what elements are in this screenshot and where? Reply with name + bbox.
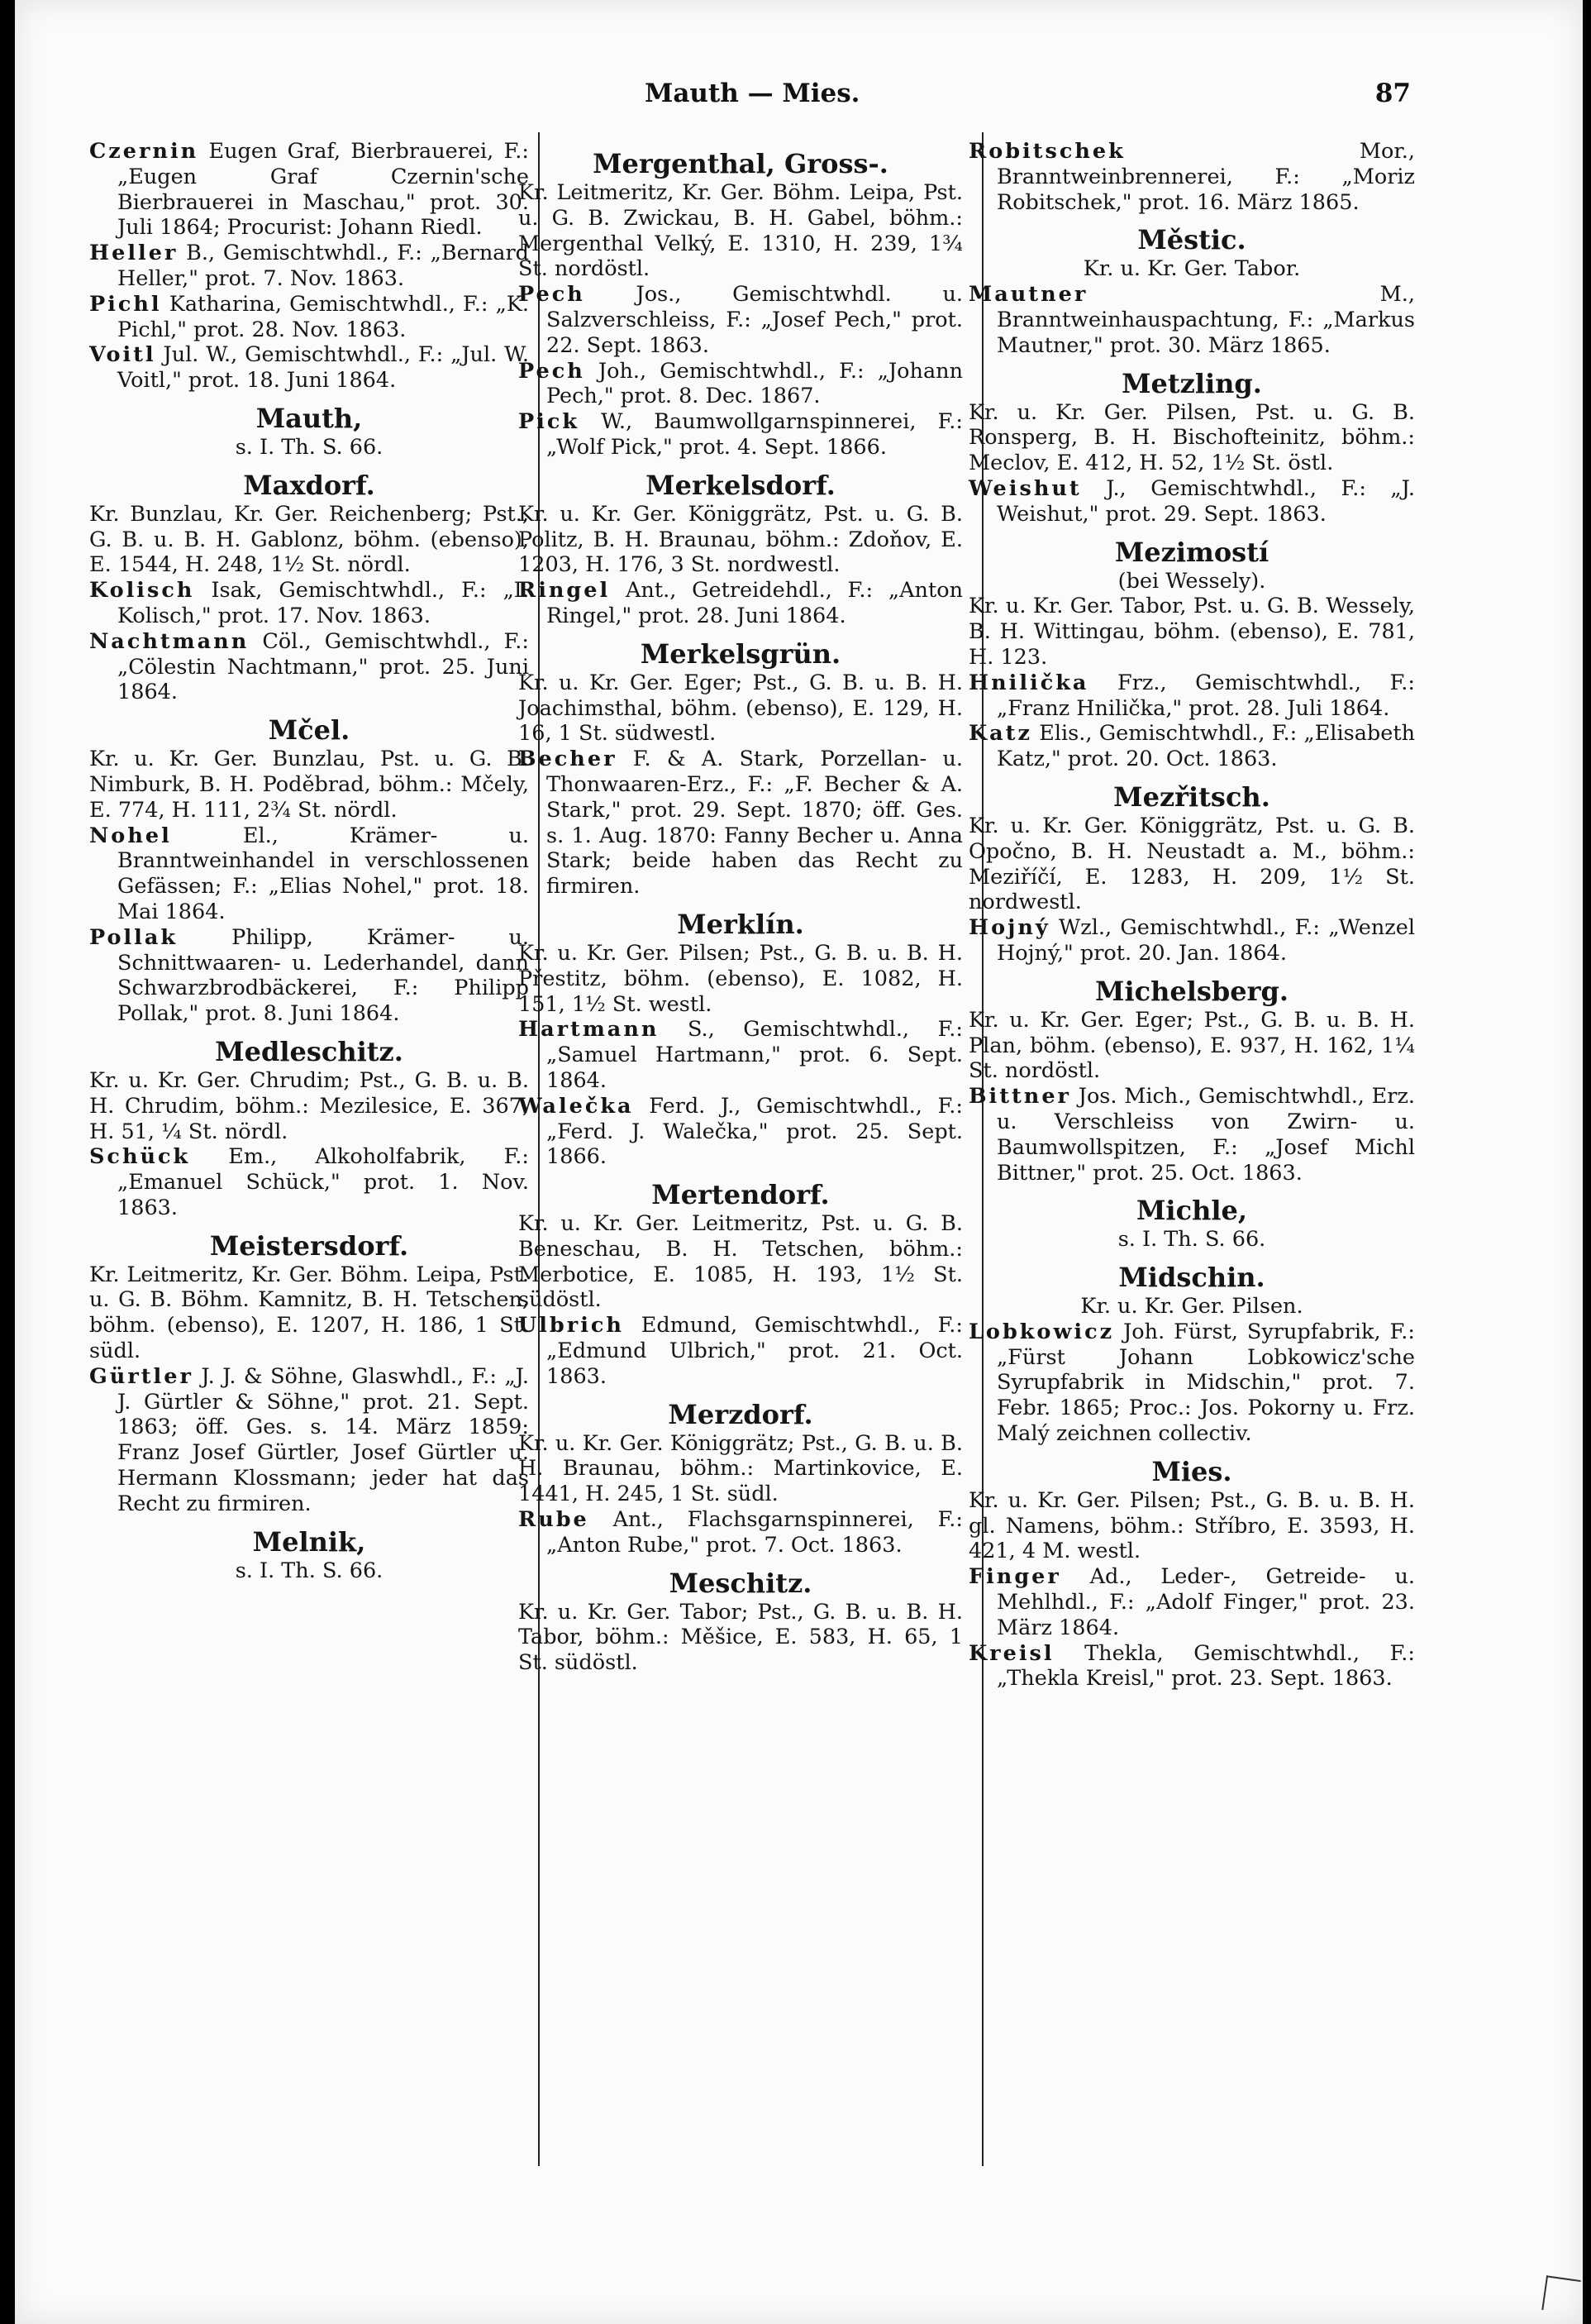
firm-name: Rube: [518, 1507, 589, 1533]
firm-details: Wzl., Gemischtwhdl., F.: „Wenzel Hojný," prot. 20. Jan. 1864.: [997, 915, 1415, 966]
page: [15, 0, 1583, 2324]
firm-name: Nohel: [89, 823, 172, 848]
firm-name: Voitl: [89, 342, 156, 368]
firm-name: Heller: [89, 241, 179, 266]
firm-details: Philipp, Krämer- u. Schnittwaaren- u. Lederhandel, dann Schwarzbrodbäckerei, F.: Philipp Pollak," prot. 8. Juni 1864.: [117, 924, 529, 1027]
firm-details: B., Gemischtwhdl., F.: „Bernard Heller," prot. 7. Nov. 1863.: [117, 241, 529, 291]
firm-entry: [518, 578, 963, 629]
place-heading: Mauth,: [255, 402, 363, 434]
place-heading: Michle,: [1136, 1195, 1247, 1227]
firm-entry: [969, 282, 1415, 358]
place-heading: Merkelsgrün.: [640, 637, 841, 670]
firm-details: Ferd. J., Gemischtwhdl., F.: „Ferd. J. Walečka," prot. 25. Sept. 1866.: [546, 1093, 963, 1170]
place-heading: Mčel.: [268, 714, 350, 747]
place-description: Kr. u. Kr. Ger. Königgrätz, Pst. u. G. B. Politz, B. H. Braunau, böhm.: Zdoňov, E. 1203, H. 176, 3 St. nordwestl.: [518, 501, 963, 578]
place-description: Kr. u. Kr. Ger. Eger; Pst., G. B. u. B. H. Joachimsthal, böhm. (ebenso), E. 129, H. 16, 1 St. südwestl.: [518, 670, 963, 747]
firm-entry: [969, 1084, 1415, 1186]
place-description: Kr. Bunzlau, Kr. Ger. Reichenberg; Pst., G. B. u. B. H. Gablonz, böhm. (ebenso), E. 1544, H. 248, 1½ St. nördl.: [89, 501, 529, 578]
firm-name: Pollak: [89, 924, 179, 950]
place-note: s. I. Th. S. 66.: [1117, 1227, 1266, 1253]
firm-name: Kolisch: [89, 578, 195, 604]
place-description: Kr. u. Kr. Ger. Pilsen, Pst. u. G. B. Ronsperg, B. H. Bischofteinitz, böhm.: Meclov, E. 412, H. 52, 1½ St. östl.: [969, 399, 1415, 476]
firm-entry: [89, 1364, 529, 1517]
place-heading: Melnik,: [252, 1525, 366, 1558]
firm-details: M., Branntweinhauspachtung, F.: „Markus Mautner," prot. 30. März 1865.: [997, 282, 1415, 358]
firm-entry: [89, 578, 529, 629]
firm-entry: [89, 241, 529, 292]
firm-details: S., Gemischtwhdl., F.: „Samuel Hartmann," prot. 6. Sept. 1864.: [546, 1017, 963, 1093]
firm-name: Finger: [969, 1564, 1061, 1590]
place-description: Kr. Leitmeritz, Kr. Ger. Böhm. Leipa, Pst. u. G. B. Böhm. Kamnitz, B. H. Tetschen, böhm. (ebenso), E. 1207, H. 186, 1 St. südl.: [89, 1262, 529, 1364]
page-header: [15, 79, 1583, 112]
place-description: Kr. u. Kr. Ger. Königgrätz, Pst. u. G. B. Opočno, B. H. Neustadt a. M., böhm.: Meziříčí, E. 1283, H. 209, 1½ St. nordwestl.: [969, 813, 1415, 915]
firm-entry: [969, 1641, 1415, 1692]
firm-entry: [518, 282, 963, 358]
running-title: Mauth — Mies.: [645, 79, 860, 108]
firm-details: Edmund, Gemischtwhdl., F.: „Edmund Ulbrich," prot. 21. Oct. 1863.: [546, 1313, 963, 1389]
firm-details: Em., Alkoholfabrik, F.: „Emanuel Schück," prot. 1. Nov. 1863.: [117, 1144, 529, 1220]
firm-name: Kreisl: [969, 1640, 1055, 1666]
firm-details: Jos., Gemischtwhdl. u. Salzverschleiss, F.: „Josef Pech," prot. 22. Sept. 1863.: [546, 282, 963, 358]
place-note: Kr. u. Kr. Ger. Pilsen.: [1080, 1294, 1303, 1319]
place-description: Kr. u. Kr. Ger. Bunzlau, Pst. u. G. B. Nimburk, B. H. Poděbrad, böhm.: Mčely, E. 774, H. 111, 2¾ St. nördl.: [89, 747, 529, 823]
firm-entry: [518, 1507, 963, 1558]
place-description: Kr. u. Kr. Ger. Tabor; Pst., G. B. u. B. H. Tabor, böhm.: Měšice, E. 583, H. 65, 1 St. südöstl.: [518, 1599, 963, 1676]
place-description: Kr. u. Kr. Ger. Chrudim; Pst., G. B. u. B. H. Chrudim, böhm.: Mezilesice, E. 367, H. 51, ¼ St. nördl.: [89, 1067, 529, 1144]
firm-details: Ant., Getreidehdl., F.: „Anton Ringel," prot. 28. Juni 1864.: [546, 578, 963, 628]
place-heading: Merzdorf.: [668, 1398, 813, 1430]
firm-details: Frz., Gemischtwhdl., F.: „Franz Hnilička," prot. 28. Juli 1864.: [997, 670, 1415, 721]
firm-name: Czernin: [89, 139, 199, 164]
column-3: [969, 139, 1415, 1692]
firm-details: F. & A. Stark, Porzellan- u. Thonwaaren-Erz., F.: „F. Becher & A. Stark," prot. 29. Sept. 1870; öff. Ges. s. 1. Aug. 1870: Fanny Becher u. Anna Stark; beide haben das Recht zu firmiren.: [546, 747, 963, 900]
firm-entry: [89, 629, 529, 705]
firm-name: Pick: [518, 409, 580, 435]
firm-details: Jul. W., Gemischtwhdl., F.: „Jul. W. Voitl," prot. 18. Juni 1864.: [117, 342, 529, 394]
firm-name: Hojný: [969, 915, 1050, 941]
firm-entry: [969, 1319, 1415, 1447]
place-heading: Mies.: [1151, 1455, 1232, 1487]
firm-entry: [518, 409, 963, 461]
firm-name: Walečka: [518, 1093, 634, 1119]
firm-name: Ringel: [518, 578, 611, 604]
place-heading: Meschitz.: [669, 1567, 812, 1599]
firm-name: Becher: [518, 747, 617, 772]
firm-entry: [89, 292, 529, 343]
firm-name: Lobkowicz: [969, 1319, 1115, 1344]
place-description: Kr. u. Kr. Ger. Königgrätz; Pst., G. B. u. B. H. Braunau, böhm.: Martinkovice, E. 1441, H. 245, 1 St. südl.: [518, 1430, 963, 1507]
firm-entry: [969, 139, 1415, 215]
firm-details: Elis., Gemischtwhdl., F.: „Elisabeth Katz," prot. 20. Oct. 1863.: [997, 721, 1415, 772]
firm-details: Joh., Gemischtwhdl., F.: „Johann Pech," prot. 8. Dec. 1867.: [546, 358, 963, 409]
firm-name: Mautner: [969, 282, 1088, 308]
firm-name: Pichl: [89, 291, 162, 317]
firm-entry: [518, 1313, 963, 1389]
place-heading: Mezimostí: [1114, 536, 1269, 568]
place-note: Kr. u. Kr. Ger. Tabor.: [1083, 256, 1301, 282]
place-description: Kr. u. Kr. Ger. Pilsen; Pst., G. B. u. B. H. gl. Namens, böhm.: Stříbro, E. 3593, H. 421, 4 M. westl.: [969, 1487, 1415, 1564]
firm-details: W., Baumwollgarnspinnerei, F.: „Wolf Pick," prot. 4. Sept. 1866.: [546, 409, 963, 460]
firm-name: Gürtler: [89, 1363, 193, 1389]
firm-details: Joh. Fürst, Syrupfabrik, F.: „Fürst Johann Lobkowicz'sche Syrupfabrik in Midschin," prot. 7. Febr. 1865; Proc.: Jos. Pokorny u. Frz. Malý zeichnen collectiv.: [997, 1319, 1415, 1447]
place-heading: Midschin.: [1118, 1262, 1265, 1294]
firm-details: Mor., Branntweinbrennerei, F.: „Moriz Robitschek," prot. 16. März 1865.: [997, 139, 1415, 215]
place-heading: Medleschitz.: [215, 1035, 403, 1067]
firm-name: Weishut: [969, 475, 1082, 501]
place-heading: Merkelsdorf.: [645, 469, 836, 501]
firm-name: Pech: [518, 282, 585, 308]
firm-entry: [518, 359, 963, 410]
firm-entry: [969, 721, 1415, 772]
firm-name: Robitschek: [969, 139, 1126, 164]
firm-entry: [969, 476, 1415, 527]
column-2: [518, 139, 963, 1676]
firm-entry: [89, 1144, 529, 1220]
firm-name: Pech: [518, 358, 585, 384]
page-corner-mark: [1541, 2275, 1580, 2314]
firm-name: Hnilička: [969, 670, 1089, 695]
firm-details: Thekla, Gemischtwhdl., F.: „Thekla Kreisl," prot. 23. Sept. 1863.: [997, 1640, 1415, 1692]
firm-entry: [89, 342, 529, 394]
firm-entry: [89, 925, 529, 1027]
place-heading: Merklín.: [677, 908, 804, 940]
place-heading: Městic.: [1137, 224, 1246, 256]
place-note: s. I. Th. S. 66.: [235, 1558, 383, 1583]
place-description: Kr. Leitmeritz, Kr. Ger. Böhm. Leipa, Pst. u. G. B. Zwickau, B. H. Gabel, böhm.: Mergenthal Velký, E. 1310, H. 239, 1¾ St. nordöstl.: [518, 180, 963, 282]
firm-name: Nachtmann: [89, 628, 250, 654]
firm-name: Hartmann: [518, 1017, 660, 1043]
firm-details: Isak, Gemischtwhdl., F.: „I. Kolisch," prot. 17. Nov. 1863.: [117, 578, 529, 628]
place-note: s. I. Th. S. 66.: [235, 434, 383, 460]
firm-name: Katz: [969, 721, 1032, 747]
firm-name: Ulbrich: [518, 1313, 624, 1339]
place-heading: Mertendorf.: [651, 1179, 830, 1211]
firm-name: Bittner: [969, 1084, 1071, 1110]
place-heading: Metzling.: [1122, 367, 1262, 399]
place-heading: Meistersdorf.: [209, 1229, 409, 1262]
column-1: [89, 139, 529, 1583]
firm-entry: [969, 1564, 1415, 1640]
firm-entry: [89, 823, 529, 925]
firm-details: Ant., Flachsgarnspinnerei, F.: „Anton Rube," prot. 7. Oct. 1863.: [546, 1507, 963, 1558]
firm-details: Jos. Mich., Gemischtwhdl., Erz. u. Verschleiss von Zwirn- u. Baumwollspitzen, F.: „Josef Michl Bittner," prot. 25. Oct. 1863.: [997, 1084, 1415, 1186]
firm-details: Cöl., Gemischtwhdl., F.: „Cölestin Nachtmann," prot. 25. Juni 1864.: [117, 628, 529, 705]
firm-details: J. J. & Söhne, Glaswhdl., F.: „J. J. Gürtler & Söhne," prot. 21. Sept. 1863; öff. Ges. s. 14. März 1859: Franz Josef Gürtler, Josef Gürtler u. Hermann Klossmann; jeder hat das Recht zu firmiren.: [117, 1363, 529, 1516]
page-number: 87: [1374, 79, 1411, 108]
place-description: Kr. u. Kr. Ger. Leitmeritz, Pst. u. G. B. Beneschau, B. H. Tetschen, böhm.: Merbotice, E. 1085, H. 193, 1½ St. südöstl.: [518, 1211, 963, 1313]
place-heading: Michelsberg.: [1095, 975, 1289, 1007]
place-description: Kr. u. Kr. Ger. Tabor, Pst. u. G. B. Wessely, B. H. Wittingau, böhm. (ebenso), E. 781, H. 123.: [969, 594, 1415, 670]
place-heading: Mezřitsch.: [1113, 780, 1270, 813]
place-heading: Maxdorf.: [243, 469, 375, 501]
firm-entry: [518, 1017, 963, 1093]
place-description: Kr. u. Kr. Ger. Pilsen; Pst., G. B. u. B. H. Přestitz, böhm. (ebenso), E. 1082, H. 151, 1½ St. westl.: [518, 940, 963, 1017]
firm-details: Ad., Leder-, Getreide- u. Mehlhdl., F.: „Adolf Finger," prot. 23. März 1864.: [997, 1564, 1415, 1640]
place-note: (bei Wessely).: [1117, 568, 1266, 594]
firm-entry: [969, 670, 1415, 722]
firm-entry: [89, 139, 529, 241]
firm-details: Eugen Graf, Bierbrauerei, F.: „Eugen Graf Czernin'sche Bierbrauerei in Maschau," prot. 30. Juli 1864; Procurist: Johann Riedl.: [117, 139, 529, 241]
firm-entry: [518, 1094, 963, 1170]
firm-entry: [969, 915, 1415, 966]
firm-details: Katharina, Gemischtwhdl., F.: „K. Pichl," prot. 28. Nov. 1863.: [117, 291, 529, 342]
place-description: Kr. u. Kr. Ger. Eger; Pst., G. B. u. B. H. Plan, böhm. (ebenso), E. 937, H. 162, 1¼ St. nordöstl.: [969, 1007, 1415, 1084]
firm-details: J., Gemischtwhdl., F.: „J. Weishut," prot. 29. Sept. 1863.: [997, 475, 1415, 527]
firm-entry: [518, 747, 963, 900]
place-heading: Mergenthal, Gross-.: [593, 148, 888, 179]
firm-details: El., Krämer- u. Branntweinhandel in verschlossenen Gefässen; F.: „Elias Nohel," prot. 18. Mai 1864.: [117, 823, 529, 924]
firm-name: Schück: [89, 1144, 191, 1170]
